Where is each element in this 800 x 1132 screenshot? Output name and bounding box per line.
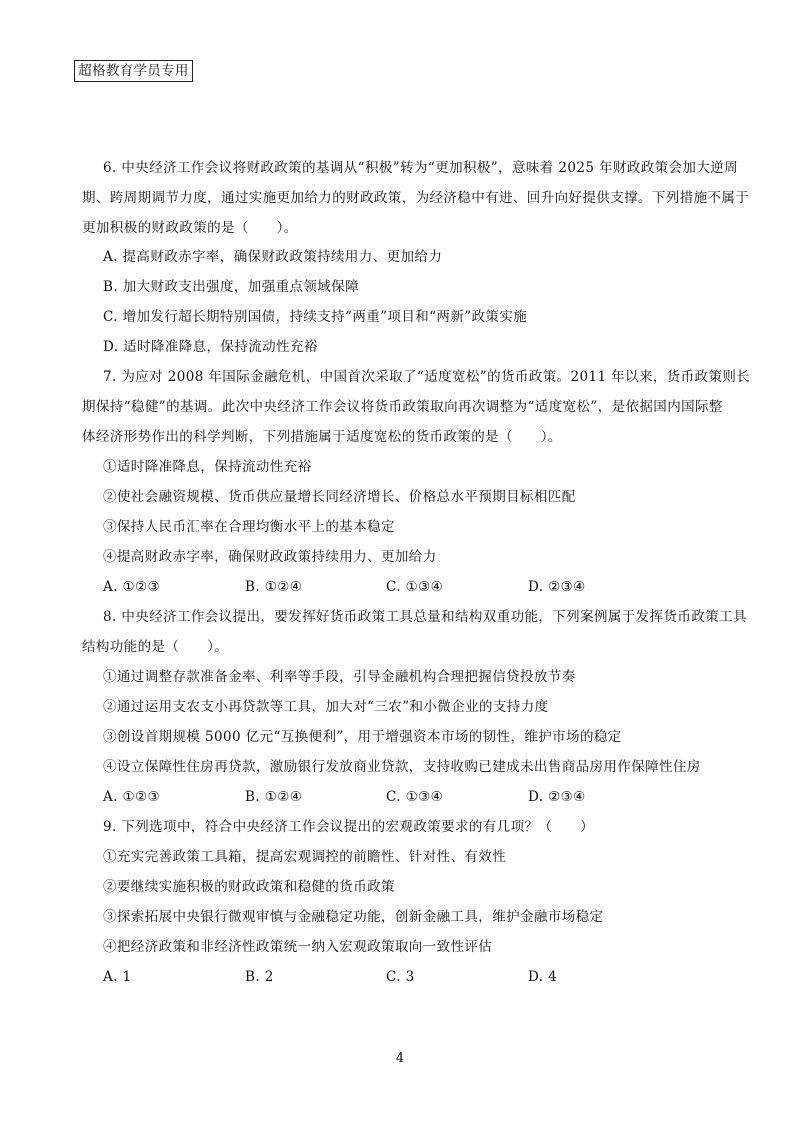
q7-stem-line-3: 体经济形势作出的科学判断，下列措施属于适度宽松的货币政策的是（ ）。	[82, 429, 562, 445]
q6-option-b: B. 加大财政支出强度，加强重点领域保障	[103, 279, 360, 295]
q6-option-d: D. 适时降准降息，保持流动性充裕	[103, 339, 318, 355]
q8-choice-b: B. ①②④	[245, 789, 303, 805]
q9-item-2: ②要继续实施积极的财政政策和稳健的货币政策	[103, 879, 395, 895]
q9-choice-b: B. 2	[245, 969, 274, 985]
q8-item-4: ④设立保障性住房再贷款，激励银行发放商业贷款，支持收购已建成未出售商品房用作保障性住房	[103, 759, 701, 775]
q9-choice-d: D. 4	[528, 969, 558, 985]
q7-item-1: ①适时降准降息，保持流动性充裕	[103, 459, 312, 475]
q7-item-4: ④提高财政赤字率，确保财政政策持续用力、更加给力	[103, 549, 437, 565]
q6-option-c: C. 增加发行超长期特别国债，持续支持“两重”项目和“两新”政策实施	[103, 309, 528, 325]
q8-item-1: ①通过调整存款准备金率、利率等手段，引导金融机构合理把握信贷投放节奏	[103, 669, 576, 685]
q8-choice-c: C. ①③④	[386, 789, 444, 805]
q6-stem-line-2: 期、跨周期调节力度，通过实施更加给力的财政政策，为经济稳中有进、回升向好提供支撑。下列措施不属于	[82, 190, 750, 206]
q7-item-2: ②使社会融资规模、货币供应量增长同经济增长、价格总水平预期目标相匹配	[103, 489, 576, 505]
q8-stem-line-2: 结构功能的是（ ）。	[82, 639, 229, 655]
q7-stem-line-1: 7. 为应对 2008 年国际金融危机，中国首次采取了“适度宽松”的货币政策。2011 年以来，货币政策则长	[103, 369, 751, 385]
q7-choice-c: C. ①③④	[386, 579, 444, 595]
q9-item-4: ④把经济政策和非经济性政策统一纳入宏观政策取向一致性评估	[103, 939, 493, 955]
q7-stem-line-2: 期保持“稳健”的基调。此次中央经济工作会议将货币政策取向再次调整为“适度宽松”，是依据国内国际整	[82, 399, 723, 415]
q6-option-a: A. 提高财政赤字率，确保财政政策持续用力、更加给力	[103, 249, 443, 265]
q9-item-1: ①充实完善政策工具箱，提高宏观调控的前瞻性、针对性、有效性	[103, 849, 507, 865]
q9-item-3: ③探索拓展中央银行微观审慎与金融稳定功能，创新金融工具，维护金融市场稳定	[103, 909, 604, 925]
q8-item-2: ②通过运用支农支小再贷款等工具，加大对“三农”和小微企业的支持力度	[103, 699, 549, 715]
q8-choice-d: D. ②③④	[528, 789, 586, 805]
q9-choice-a: A. 1	[103, 969, 132, 985]
q9-choice-c: C. 3	[386, 969, 415, 985]
q6-stem-line-1: 6. 中央经济工作会议将财政政策的基调从“积极”转为“更加积极”，意味着 2025 年财政政策会加大逆周	[103, 160, 739, 176]
q7-choice-b: B. ①②④	[245, 579, 303, 595]
page-number: 4	[395, 1051, 405, 1066]
q7-choice-a: A. ①②③	[103, 579, 161, 595]
q8-choice-a: A. ①②③	[103, 789, 161, 805]
q6-stem-line-3: 更加积极的财政政策的是（ ）。	[82, 220, 298, 236]
watermark-stamp: 超格教育学员专用	[74, 60, 193, 82]
q8-stem-line-1: 8. 中央经济工作会议提出，要发挥好货币政策工具总量和结构双重功能，下列案例属于发挥货币政策工具	[103, 609, 747, 625]
q9-stem-line-1: 9. 下列选项中，符合中央经济工作会议提出的宏观政策要求的有几项？（ ）	[103, 819, 594, 835]
q7-choice-d: D. ②③④	[528, 579, 586, 595]
q7-item-3: ③保持人民币汇率在合理均衡水平上的基本稳定	[103, 519, 395, 535]
q8-item-3: ③创设首期规模 5000 亿元“互换便利”，用于增强资本市场的韧性，维护市场的稳定	[103, 729, 622, 745]
